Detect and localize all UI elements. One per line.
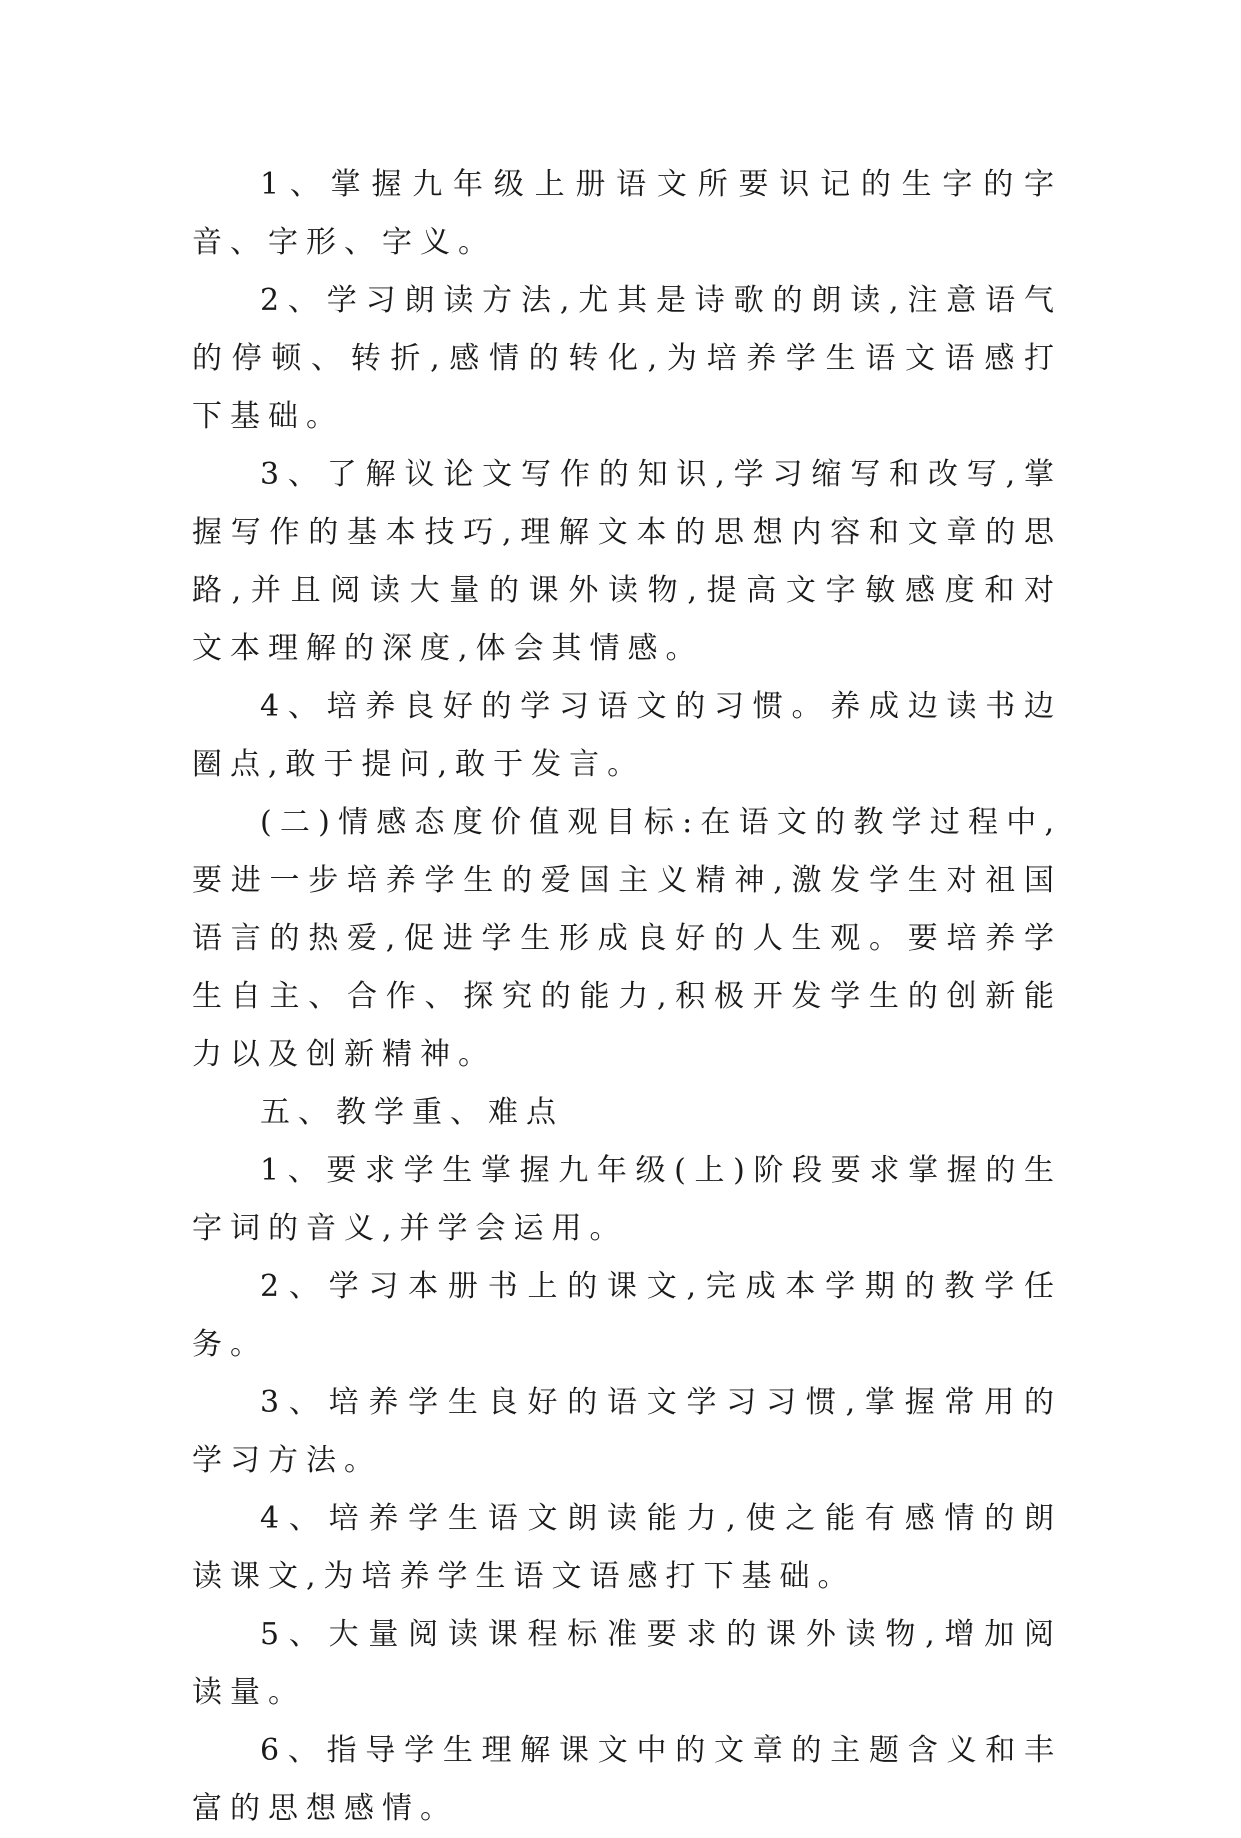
paragraph-knowledge-4: 4、培养良好的学习语文的习惯。养成边读书边圈点,敢于提问,敢于发言。: [192, 689, 1062, 782]
section-heading-key-points: 五、教学重、难点: [260, 1095, 564, 1130]
paragraph-key-point-1: 1、要求学生掌握九年级(上)阶段要求掌握的生字词的音义,并学会运用。: [192, 1153, 1062, 1246]
paragraph-key-point-2: 2、学习本册书上的课文,完成本学期的教学任务。: [192, 1269, 1062, 1362]
paragraph-emotion-goals: (二)情感态度价值观目标:在语文的教学过程中,要进一步培养学生的爱国主义精神,激发学生对祖国语言的热爱,促进学生形成良好的人生观。要培养学生自主、合作、探究的能力,积极开发学生的创新能力以及创新精神。: [192, 805, 1062, 1072]
paragraph-knowledge-3: 3、了解议论文写作的知识,学习缩写和改写,掌握写作的基本技巧,理解文本的思想内容和文章的思路,并且阅读大量的课外读物,提高文字敏感度和对文本理解的深度,体会其情感。: [192, 457, 1062, 666]
paragraph-key-point-5: 5、大量阅读课程标准要求的课外读物,增加阅读量。: [192, 1617, 1062, 1710]
paragraph-key-point-6: 6、指导学生理解课文中的文章的主题含义和丰富的思想感情。: [192, 1733, 1062, 1826]
paragraph-knowledge-2: 2、学习朗读方法,尤其是诗歌的朗读,注意语气的停顿、转折,感情的转化,为培养学生语文语感打下基础。: [192, 283, 1062, 434]
paragraph-key-point-3: 3、培养学生良好的语文学习习惯,掌握常用的学习方法。: [192, 1385, 1062, 1478]
paragraph-knowledge-1: 1、掌握九年级上册语文所要识记的生字的字音、字形、字义。: [192, 167, 1062, 260]
paragraph-key-point-4: 4、培养学生语文朗读能力,使之能有感情的朗读课文,为培养学生语文语感打下基础。: [192, 1501, 1062, 1594]
document-body: [192, 156, 1062, 1838]
